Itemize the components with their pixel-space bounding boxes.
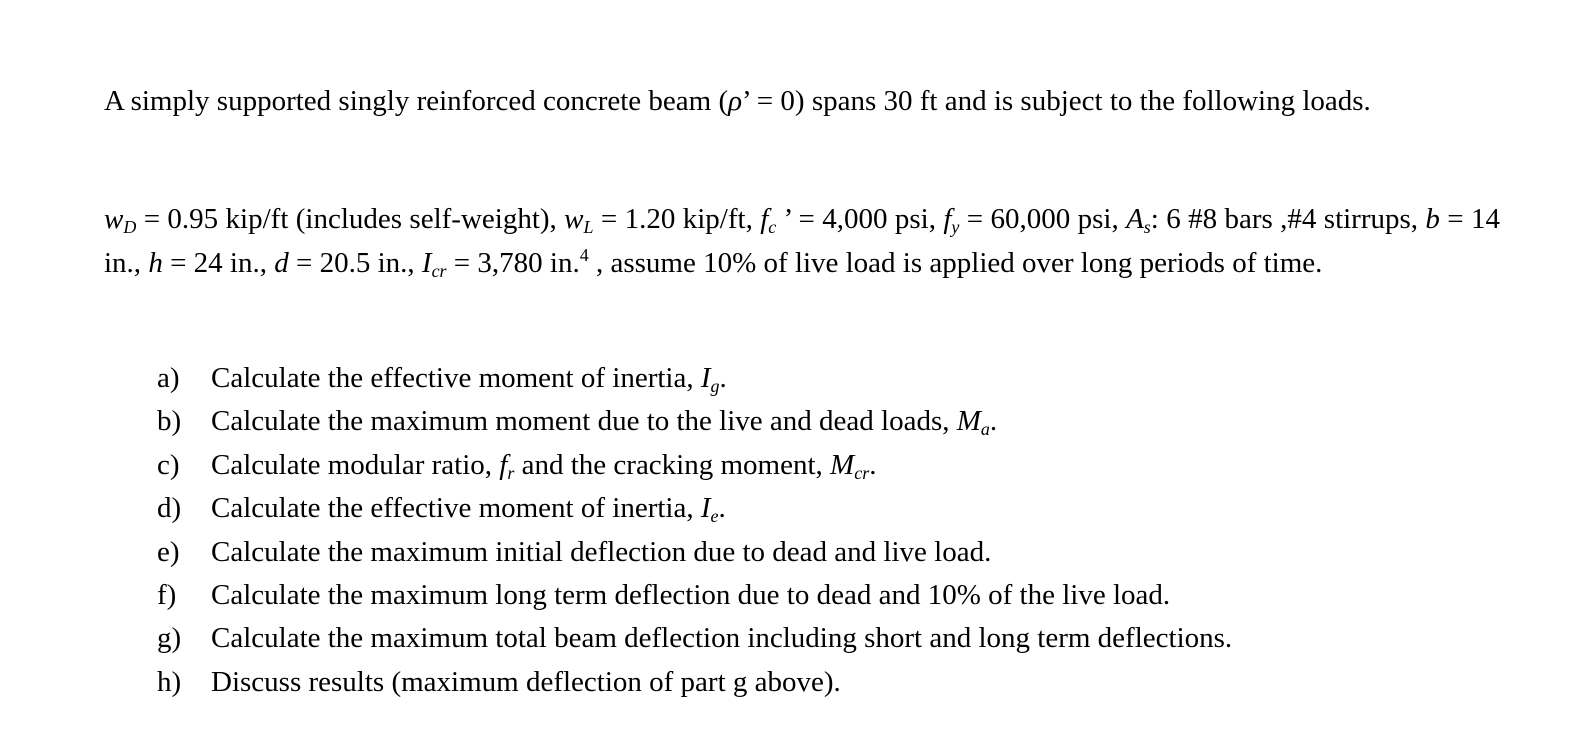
list-item [157,444,1232,487]
item-label: b) [157,405,182,438]
wd-subscript: D [123,217,137,238]
icr-value: = 3,780 in. [446,247,580,279]
fy-subscript: y [951,217,960,238]
item-subscript: r [507,462,515,483]
d-value: = 20.5 in., [288,247,422,279]
fc-subscript: c [768,217,777,238]
as-symbol: A [1126,203,1144,235]
item-symbol-2: M [830,448,855,481]
item-text: Calculate modular ratio, [211,448,500,481]
list-item [157,531,1232,574]
wd-value: = 0.95 kip/ft (includes self-weight), [136,203,565,235]
item-end: . [869,448,877,481]
problem-parameters [104,197,1500,285]
fy-value: = 60,000 psi, [959,203,1127,235]
item-end: . [719,362,727,394]
fc-value: ’ = 4,000 psi, [776,203,944,235]
item-symbol: I [700,492,711,525]
item-text-continued: and the cracking moment, [514,448,831,481]
b-value: = 14 in., [104,203,1501,279]
item-label: h) [157,665,182,698]
icr-superscript: 4 [579,245,589,266]
item-subscript-2: cr [854,462,870,483]
as-value: : 6 #8 bars ,#4 stirrups, [1150,203,1426,235]
fc-symbol: f [760,203,769,235]
item-subscript: e [710,506,719,527]
b-symbol: b [1425,203,1440,235]
item-text: Calculate the effective moment of inertia, [211,492,701,525]
list-item [157,357,1232,400]
h-symbol: h [148,247,163,279]
item-end: . [718,492,726,525]
rho-symbol: ρ [728,85,743,117]
list-item [157,617,1232,660]
list-item [157,574,1232,617]
list-item [157,661,1232,704]
item-text: Discuss results (maximum deflection of part g above). [211,665,841,698]
item-text: Calculate the maximum total beam deflection including short and long term deflections. [211,622,1233,655]
list-item [157,400,1232,443]
d-symbol: d [274,247,289,279]
item-symbol: I [700,362,711,394]
item-text: Calculate the maximum long term deflection due to dead and 10% of the live load. [211,578,1171,611]
icr-subscript: cr [431,261,447,282]
wl-value: = 1.20 kip/ft, [593,203,761,235]
item-symbol: f [499,448,508,481]
item-label: d) [157,492,182,525]
item-label: c) [157,448,180,481]
wl-symbol: w [564,203,584,235]
item-text: Calculate the maximum moment due to the live and dead loads, [211,405,957,438]
item-symbol: M [956,405,981,438]
item-label: g) [157,622,182,655]
item-label: a) [157,362,180,394]
item-subscript: a [980,419,990,440]
question-list [157,357,1232,704]
wd-symbol: w [104,203,124,235]
params-tail-text: , assume 10% of live load is applied over long periods of time. [588,247,1323,279]
fy-symbol: f [943,203,952,235]
item-text: Calculate the maximum initial deflection due to dead and live load. [211,535,992,568]
wl-subscript: L [583,217,594,238]
item-label: e) [157,535,180,568]
intro-text-start: A simply supported singly reinforced concrete beam ( [104,85,729,117]
item-text: Calculate the effective moment of inertia, [211,362,701,394]
item-end: . [989,405,998,438]
problem-intro [104,79,1500,123]
icr-symbol: I [421,247,432,279]
h-value: = 24 in., [162,247,275,279]
list-item [157,487,1232,530]
item-subscript: g [710,376,720,397]
as-subscript: s [1143,217,1151,238]
item-label: f) [157,578,177,611]
intro-text-end: ’ = 0) spans 30 ft and is subject to the following loads. [742,85,1371,117]
